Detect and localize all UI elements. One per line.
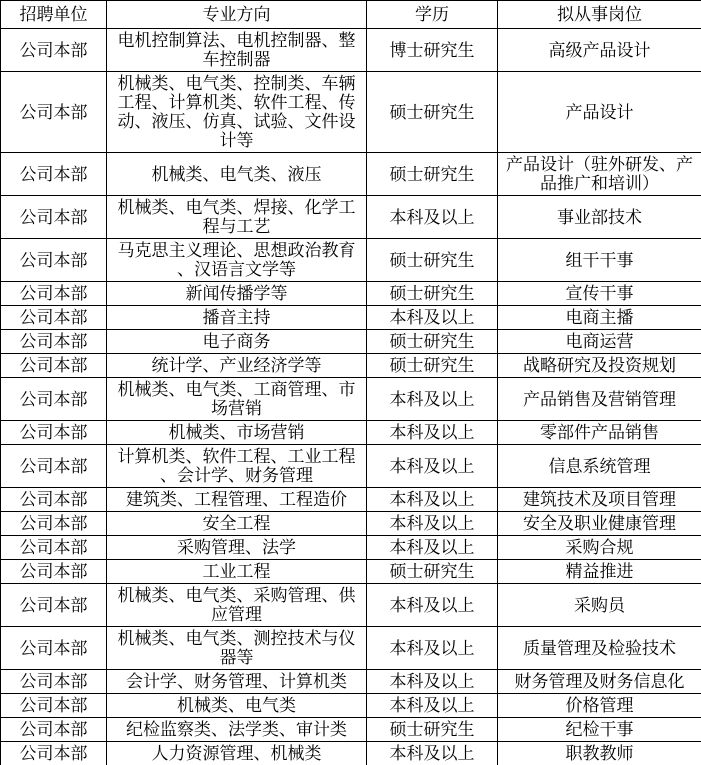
cell-education: 硕士研究生 [367,282,498,306]
cell-intended-position: 产品销售及营销管理 [498,378,701,421]
cell-education: 本科及以上 [367,196,498,239]
cell-major-direction: 机械类、电气类、采购管理、供应管理 [107,584,367,627]
cell-major-direction: 建筑类、工程管理、工程造价 [107,488,367,512]
table-row [1,330,701,354]
cell-major-direction: 新闻传播学等 [107,282,367,306]
cell-intended-position: 电商主播 [498,306,701,330]
cell-recruiting-unit: 公司本部 [1,29,107,72]
cell-education: 本科及以上 [367,488,498,512]
cell-recruiting-unit: 公司本部 [1,282,107,306]
cell-intended-position: 安全及职业健康管理 [498,512,701,536]
cell-intended-position: 纪检干事 [498,718,701,742]
cell-recruiting-unit: 公司本部 [1,718,107,742]
cell-intended-position: 产品设计 [498,72,701,153]
table-header [1,1,701,29]
cell-major-direction: 机械类、市场营销 [107,421,367,445]
cell-recruiting-unit: 公司本部 [1,306,107,330]
cell-intended-position: 高级产品设计 [498,29,701,72]
cell-recruiting-unit: 公司本部 [1,488,107,512]
table-row [1,560,701,584]
header-cell-major-direction: 专业方向 [107,1,367,29]
cell-recruiting-unit: 公司本部 [1,239,107,282]
cell-recruiting-unit: 公司本部 [1,330,107,354]
cell-education: 硕士研究生 [367,153,498,196]
cell-intended-position: 宣传干事 [498,282,701,306]
cell-major-direction: 机械类、电气类 [107,694,367,718]
table-row [1,536,701,560]
cell-major-direction: 工业工程 [107,560,367,584]
cell-intended-position: 组干干事 [498,239,701,282]
cell-recruiting-unit: 公司本部 [1,694,107,718]
cell-recruiting-unit: 公司本部 [1,196,107,239]
cell-education: 本科及以上 [367,627,498,670]
table-row [1,29,701,72]
cell-education: 博士研究生 [367,29,498,72]
cell-major-direction: 电子商务 [107,330,367,354]
cell-intended-position: 事业部技术 [498,196,701,239]
cell-recruiting-unit: 公司本部 [1,512,107,536]
table-row [1,354,701,378]
cell-education: 本科及以上 [367,306,498,330]
table-row [1,670,701,694]
cell-education: 硕士研究生 [367,239,498,282]
cell-major-direction: 计算机类、软件工程、工业工程、会计学、财务管理 [107,445,367,488]
cell-recruiting-unit: 公司本部 [1,627,107,670]
table-row [1,488,701,512]
table-row [1,627,701,670]
cell-major-direction: 机械类、电气类、测控技术与仪器等 [107,627,367,670]
cell-intended-position: 职教教师 [498,742,701,765]
cell-intended-position: 电商运营 [498,330,701,354]
cell-major-direction: 会计学、财务管理、计算机类 [107,670,367,694]
cell-major-direction: 统计学、产业经济学等 [107,354,367,378]
cell-intended-position: 零部件产品销售 [498,421,701,445]
cell-intended-position: 质量管理及检验技术 [498,627,701,670]
table-row [1,196,701,239]
cell-recruiting-unit: 公司本部 [1,584,107,627]
cell-intended-position: 信息系统管理 [498,445,701,488]
cell-education: 硕士研究生 [367,330,498,354]
cell-major-direction: 机械类、电气类、工商管理、市场营销 [107,378,367,421]
table-row [1,694,701,718]
cell-recruiting-unit: 公司本部 [1,421,107,445]
table-row [1,512,701,536]
cell-intended-position: 采购合规 [498,536,701,560]
table-row [1,153,701,196]
cell-major-direction: 机械类、电气类、液压 [107,153,367,196]
cell-recruiting-unit: 公司本部 [1,354,107,378]
cell-major-direction: 播音主持 [107,306,367,330]
cell-recruiting-unit: 公司本部 [1,445,107,488]
cell-major-direction: 人力资源管理、机械类 [107,742,367,765]
table-row [1,306,701,330]
cell-intended-position: 财务管理及财务信息化 [498,670,701,694]
cell-education: 硕士研究生 [367,718,498,742]
cell-education: 硕士研究生 [367,72,498,153]
table-row [1,718,701,742]
header-cell-recruiting-unit: 招聘单位 [1,1,107,29]
cell-major-direction: 采购管理、法学 [107,536,367,560]
cell-education: 本科及以上 [367,694,498,718]
table-row [1,72,701,153]
header-row [1,1,701,29]
cell-recruiting-unit: 公司本部 [1,536,107,560]
cell-education: 硕士研究生 [367,354,498,378]
cell-recruiting-unit: 公司本部 [1,72,107,153]
cell-education: 硕士研究生 [367,560,498,584]
table-body [1,29,701,765]
cell-major-direction: 机械类、电气类、控制类、车辆工程、计算机类、软件工程、传动、液压、仿真、试验、文件设计等 [107,72,367,153]
cell-education: 本科及以上 [367,512,498,536]
cell-education: 本科及以上 [367,536,498,560]
cell-education: 本科及以上 [367,584,498,627]
cell-intended-position: 建筑技术及项目管理 [498,488,701,512]
cell-intended-position: 采购员 [498,584,701,627]
cell-intended-position: 价格管理 [498,694,701,718]
table-row [1,239,701,282]
table-row [1,742,701,765]
cell-education: 本科及以上 [367,742,498,765]
cell-intended-position: 精益推进 [498,560,701,584]
header-cell-education: 学历 [367,1,498,29]
header-cell-intended-position: 拟从事岗位 [498,1,701,29]
table-row [1,421,701,445]
cell-education: 本科及以上 [367,421,498,445]
cell-intended-position: 产品设计（驻外研发、产品推广和培训） [498,153,701,196]
cell-recruiting-unit: 公司本部 [1,153,107,196]
cell-major-direction: 机械类、电气类、焊接、化学工程与工艺 [107,196,367,239]
cell-major-direction: 纪检监察类、法学类、审计类 [107,718,367,742]
cell-education: 本科及以上 [367,445,498,488]
cell-education: 本科及以上 [367,378,498,421]
cell-recruiting-unit: 公司本部 [1,670,107,694]
cell-education: 本科及以上 [367,670,498,694]
cell-major-direction: 电机控制算法、电机控制器、整车控制器 [107,29,367,72]
cell-recruiting-unit: 公司本部 [1,742,107,765]
cell-major-direction: 马克思主义理论、思想政治教育、汉语言文学等 [107,239,367,282]
cell-intended-position: 战略研究及投资规划 [498,354,701,378]
table-row [1,445,701,488]
table-row [1,282,701,306]
table-row [1,378,701,421]
cell-major-direction: 安全工程 [107,512,367,536]
cell-recruiting-unit: 公司本部 [1,560,107,584]
table-row [1,584,701,627]
cell-recruiting-unit: 公司本部 [1,378,107,421]
